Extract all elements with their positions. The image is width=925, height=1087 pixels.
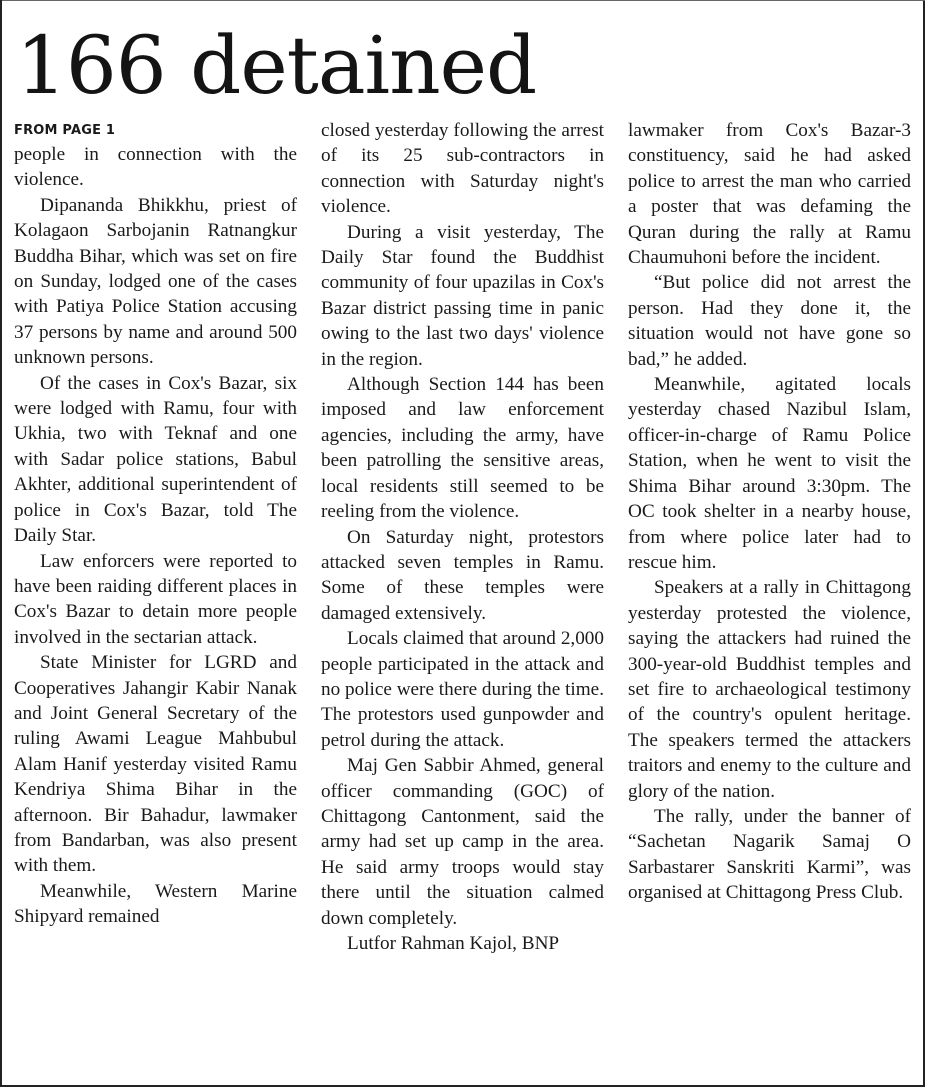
paragraph: Although Section 144 has been imposed and law enforcement agencies, including the army, have been patrolling the sensitive areas, local residents still seemed to be reeling from the violence. [321,374,604,523]
paragraph: Meanwhile, Western Marine Shipyard remained [14,880,297,928]
article-column-1 [14,118,297,1080]
paragraph: Speakers at a rally in Chittagong yesterday protested the violence, saying the attackers had ruined the 300-year-old Buddhist temples and set fire to archaeological testimony of the country's opulent heritage. The speakers termed the attackers traitors and enemy to the culture and glory of the nation. [628,577,911,802]
paragraph: Locals claimed that around 2,000 people participated in the attack and no police were there during the time. The protestors used gunpowder and petrol during the attack. [321,628,604,751]
paragraph: closed yesterday following the arrest of its 25 sub-contractors in connection with Saturday night's violence. [321,120,604,218]
headline: 166 detained [16,19,537,112]
paragraph: During a visit yesterday, The Daily Star found the Buddhist community of four upazilas in Cox's Bazar district passing time in panic owing to the last two days' violence in the region. [321,221,604,370]
paragraph: Maj Gen Sabbir Ahmed, general officer commanding (GOC) of Chittagong Cantonment, said the army had set up camp in the area. He said army troops would stay there until the situation calmed down completely. [321,755,604,929]
continued-from-kicker: FROM PAGE 1 [14,123,116,138]
paragraph: Lutfor Rahman Kajol, BNP [347,933,560,954]
article-column-2 [321,118,604,1080]
paragraph: Meanwhile, agitated locals yesterday chased Nazibul Islam, officer-in-charge of Ramu Police Station, when he went to visit the Shima Bihar around 3:30pm. The OC took shelter in a nearby house, from where police later had to rescue him. [628,374,911,573]
paragraph: people in connection with the violence. [14,144,297,191]
paragraph: The rally, under the banner of “Sachetan Nagarik Samaj O Sarbastarer Sanskriti Karmi”, was organised at Chittagong Press Club. [628,805,911,904]
top-rule [2,0,925,1]
paragraph: Of the cases in Cox's Bazar, six were lodged with Ramu, four with Ukhia, two with Teknaf and one with Sadar police stations, Babul Akhter, additional superintendent of police in Cox's Bazar, told The Daily Star. [14,372,297,547]
paragraph: State Minister for LGRD and Cooperatives Jahangir Kabir Nanak and Joint General Secretary of the ruling Awami League Mahbubul Alam Hanif yesterday visited Ramu Kendriya Shima Bihar in the afternoon. Bir Bahadur, lawmaker from Bandarban, was also present with them. [14,652,297,877]
paragraph: lawmaker from Cox's Bazar-3 constituency, said he had asked police to arrest the man who carried a poster that was defaming the Quran during the rally at Ramu Chaumuhoni before the incident. [628,120,911,269]
paragraph: On Saturday night, protestors attacked seven temples in Ramu. Some of these temples were damaged extensively. [321,526,604,624]
paragraph: “But police did not arrest the person. Had they done it, the situation would not have gone so bad,” he added. [628,272,911,370]
paragraph: Dipananda Bhikkhu, priest of Kolagaon Sarbojanin Ratnangkur Buddha Bihar, which was set on fire on Sunday, lodged one of the cases with Patiya Police Station accusing 37 persons by name and around 500 unknown persons. [14,194,297,369]
paragraph: Law enforcers were reported to have been raiding different places in Cox's Bazar to detain more people involved in the sectarian attack. [14,550,297,648]
article-column-3 [628,118,911,1080]
